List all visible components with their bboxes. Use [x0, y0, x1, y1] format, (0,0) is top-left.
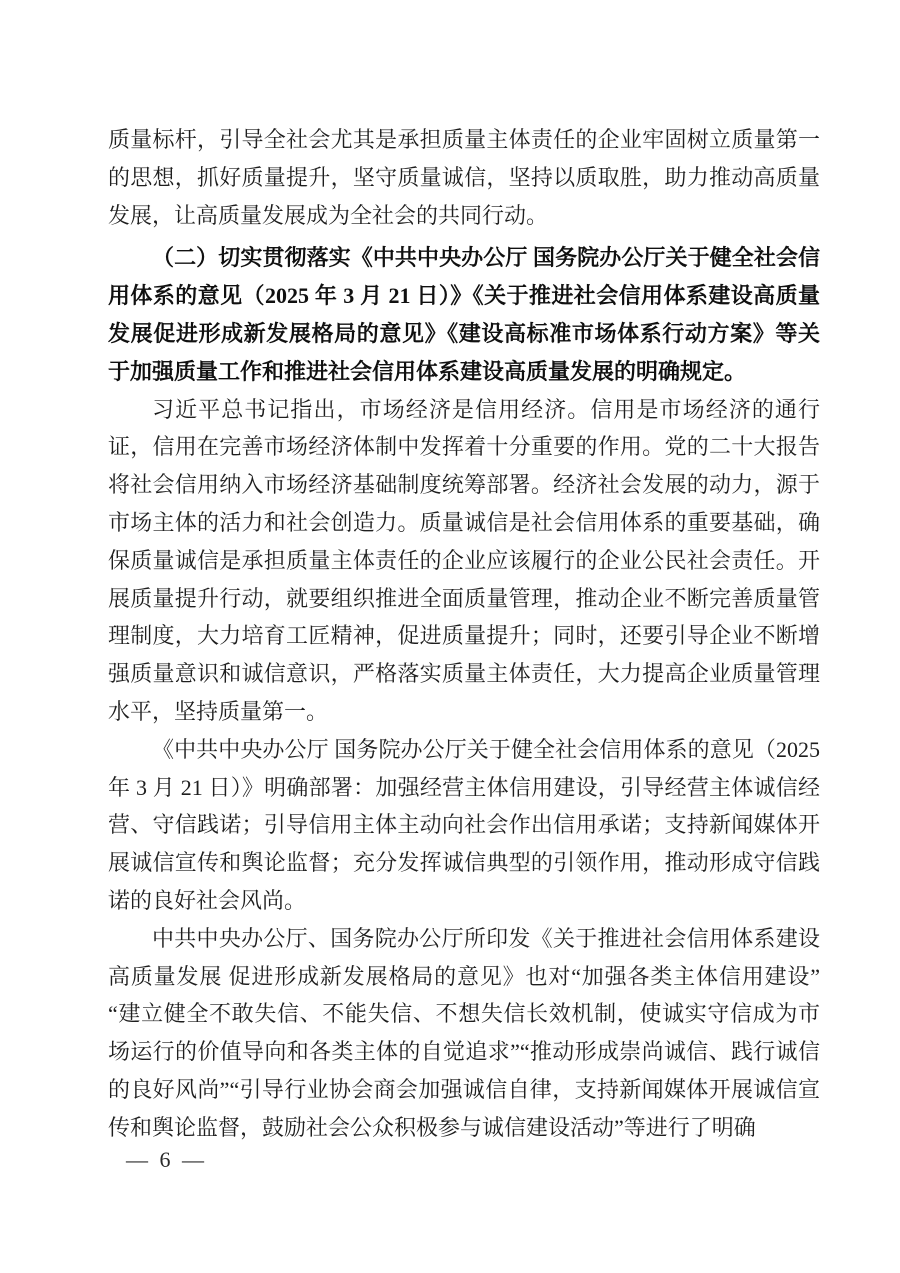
document-body	[108, 121, 820, 1147]
paragraph-continuation: 质量标杆，引导全社会尤其是承担质量主体责任的企业牢固树立质量第一的思想，抓好质量提升，坚守质量诚信，坚持以质取胜，助力推动高质量发展，让高质量发展成为全社会的共同行动。	[108, 127, 820, 228]
section-heading: （二）切实贯彻落实《中共中央办公厅 国务院办公厅关于健全社会信用体系的意见（2025 年 3 月 21 日）》《关于推进社会信用体系建设高质量发展促进形成新发展格局的意见》《建设高标准市场体系行动方案》等关于加强质量工作和推进社会信用体系建设高质量发展的明确规定。	[108, 245, 820, 384]
paragraph-body-3: 中共中央办公厅、国务院办公厅所印发《关于推进社会信用体系建设高质量发展 促进形成新发展格局的意见》也对“加强各类主体信用建设”“建立健全不敢失信、不能失信、不想失信长效机制，使诚实守信成为市场运行的价值导向和各类主体的自觉追求”“推动形成崇尚诚信、践行诚信的良好风尚”“引导行业协会商会加强诚信自律，支持新闻媒体开展诚信宣传和舆论监督，鼓励社会公众积极参与诚信建设活动”等进行了明确	[108, 925, 820, 1140]
page-number: — 6 —	[126, 1147, 207, 1172]
paragraph-body-1: 习近平总书记指出，市场经济是信用经济。信用是市场经济的通行证，信用在完善市场经济体制中发挥着十分重要的作用。党的二十大报告将社会信用纳入市场经济基础制度统筹部署。经济社会发展的动力，源于市场主体的活力和社会创造力。质量诚信是社会信用体系的重要基础，确保质量诚信是承担质量主体责任的企业应该履行的企业公民社会责任。开展质量提升行动，就要组织推进全面质量管理，推动企业不断完善质量管理制度，大力培育工匠精神，促进质量提升；同时，还要引导企业不断增强质量意识和诚信意识，严格落实质量主体责任，大力提高企业质量管理水平，坚持质量第一。	[108, 396, 820, 724]
paragraph-body-2: 《中共中央办公厅 国务院办公厅关于健全社会信用体系的意见（2025 年 3 月 21 日）》明确部署：加强经营主体信用建设，引导经营主体诚信经营、守信践诺；引导信用主体主动向社会作出信用承诺；支持新闻媒体开展诚信宣传和舆论监督；充分发挥诚信典型的引领作用，推动形成守信践诺的良好社会风尚。	[108, 736, 820, 913]
